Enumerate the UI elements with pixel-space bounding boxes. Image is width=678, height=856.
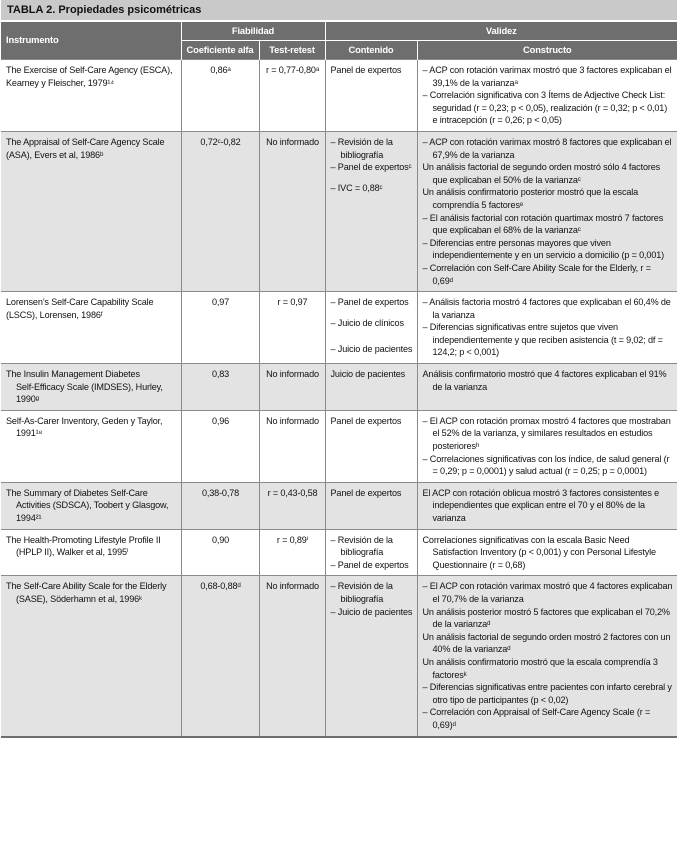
cell-retest: r = 0,43-0,58 <box>259 482 325 529</box>
cell-constructo: – El ACP con rotación varimax mostró que 4 factores explicaban el 70,7% de la varianza Un análisis posterior mostró 5 factores que explicaban el 70,2% de la varianzaᵈ Un análisis factorial de segundo orden mostró 2 factores con un 40% de la varianzaᵈ Un análisis confirmatorio mostró que la escala comprendía 3 factoresᵏ – Diferencias significativas entre pacientes con infarto cerebral y otro tipo de participantes (p < 0,02) – Correlación con Appraisal of Self-Care Agency Scale (r = 0,69)ᵈ <box>417 576 677 737</box>
table-row <box>1 131 677 291</box>
psychometric-table <box>1 22 677 738</box>
cell-alfa: 0,68-0,88ᵈ <box>181 576 259 737</box>
cell-contenido: Panel de expertos <box>325 482 417 529</box>
cell-alfa: 0,38-0,78 <box>181 482 259 529</box>
table-row <box>1 576 677 737</box>
cell-constructo: Correlaciones significativas con la escala Basic Need Satisfaction Inventory (p < 0,001) y con Personal Lifestyle Questionnaire (r = 0,68) <box>417 529 677 576</box>
table-title: TABLA 2. Propiedades psicométricas <box>1 0 677 22</box>
header-instrumento: Instrumento <box>1 22 181 60</box>
cell-alfa: 0,83 <box>181 364 259 411</box>
cell-instrumento: The Self-Care Ability Scale for the Elderly (SASE), Söderhamn et al, 1996ᵏ <box>1 576 181 737</box>
cell-constructo: – Análisis factoria mostró 4 factores que explicaban el 60,4% de la varianza – Diferencias significativas entre sujetos que viven independientemente y que reciben asistencia (t = 9,02; df = 124,2; p < 0,001) <box>417 292 677 364</box>
header-constructo: Constructo <box>417 41 677 60</box>
cell-instrumento: The Summary of Diabetes Self-Care Activities (SDSCA), Toobert y Glasgow, 1994²¹ <box>1 482 181 529</box>
table-page <box>1 0 677 738</box>
cell-instrumento: The Exercise of Self-Care Agency (ESCA), Kearney y Fleischer, 1979¹⁴ <box>1 60 181 132</box>
cell-retest: r = 0,77-0,80ᵃ <box>259 60 325 132</box>
header-validez: Validez <box>325 22 677 41</box>
cell-alfa: 0,86ᵃ <box>181 60 259 132</box>
cell-alfa: 0,97 <box>181 292 259 364</box>
cell-alfa: 0,96 <box>181 410 259 482</box>
cell-contenido: – Revisión de la bibliografía – Juicio de pacientes <box>325 576 417 737</box>
table-row <box>1 292 677 364</box>
cell-instrumento: Self-As-Carer Inventory, Geden y Taylor, 1991¹⁸ <box>1 410 181 482</box>
cell-contenido: – Revisión de la bibliografía – Panel de expertos <box>325 529 417 576</box>
cell-retest: No informado <box>259 131 325 291</box>
header-contenido: Contenido <box>325 41 417 60</box>
cell-instrumento: The Insulin Management Diabetes Self-Efficacy Scale (IMDSES), Hurley, 1990ᵍ <box>1 364 181 411</box>
cell-contenido: – Panel de expertos – Juicio de clínicos – Juicio de pacientes <box>325 292 417 364</box>
cell-retest: r = 0,97 <box>259 292 325 364</box>
cell-alfa: 0,90 <box>181 529 259 576</box>
cell-retest: No informado <box>259 410 325 482</box>
header-fiabilidad: Fiabilidad <box>181 22 325 41</box>
table-row <box>1 482 677 529</box>
cell-retest: No informado <box>259 364 325 411</box>
cell-constructo: – ACP con rotación varimax mostró 8 factores que explicaban el 67,9% de la varianza Un análisis factorial de segundo orden mostró sólo 4 factores que explicaban el 50% de la varianzaᶜ Un análisis confirmatorio posterior mostró que la escala comprendía 5 factoresᵉ – El análisis factorial con rotación quartimax mostró 7 factores que explicaban el 68% de la varianzaᶜ – Diferencias entre personas mayores que viven independientemente y en un servicio a domicilio (p = 0,001) – Correlación con Self-Care Ability Scale for the Elderly, r = 0,69ᵈ <box>417 131 677 291</box>
cell-constructo: El ACP con rotación oblicua mostró 3 factores consistentes e independientes que explican entre el 70 y el 80% de la varianza <box>417 482 677 529</box>
cell-contenido: – Revisión de la bibliografía – Panel de expertosᶜ – IVC = 0,88ᶜ <box>325 131 417 291</box>
cell-constructo: – ACP con rotación varimax mostró que 3 factores explicaban el 39,1% de la varianzaᵃ – Correlación significativa con 3 Ítems de Adjective Check List: seguridad (r = 0,23; p < 0,05), realización (r = 0,32; p < 0,01) e intracepción (r = 0,26; p < 0,05) <box>417 60 677 132</box>
cell-instrumento: Lorensen’s Self-Care Capability Scale (LSCS), Lorensen, 1986ᶠ <box>1 292 181 364</box>
cell-alfa: 0,72ᶜ-0,82 <box>181 131 259 291</box>
cell-retest: No informado <box>259 576 325 737</box>
table-row <box>1 364 677 411</box>
table-row <box>1 529 677 576</box>
table-row <box>1 410 677 482</box>
header-coef-alfa: Coeficiente alfa <box>181 41 259 60</box>
table-row <box>1 60 677 132</box>
cell-contenido: Panel de expertos <box>325 60 417 132</box>
cell-retest: r = 0,89ⁱ <box>259 529 325 576</box>
cell-instrumento: The Health-Promoting Lifestyle Profile II (HPLP II), Walker et al, 1995ⁱ <box>1 529 181 576</box>
cell-contenido: Panel de expertos <box>325 410 417 482</box>
header-test-retest: Test-retest <box>259 41 325 60</box>
cell-constructo: Análisis confirmatorio mostró que 4 factores explicaban el 91% de la varianza <box>417 364 677 411</box>
cell-contenido: Juicio de pacientes <box>325 364 417 411</box>
cell-constructo: – El ACP con rotación promax mostró 4 factores que mostraban el 52% de la varianza, y similares resultados en estudios posterioresʰ – Correlaciones significativas con los índice, de salud general (r = 0,29; p = 0,0001) y salud actual (r = 0,25; p = 0,0001) <box>417 410 677 482</box>
cell-instrumento: The Appraisal of Self-Care Agency Scale (ASA), Evers et al, 1986ᵇ <box>1 131 181 291</box>
